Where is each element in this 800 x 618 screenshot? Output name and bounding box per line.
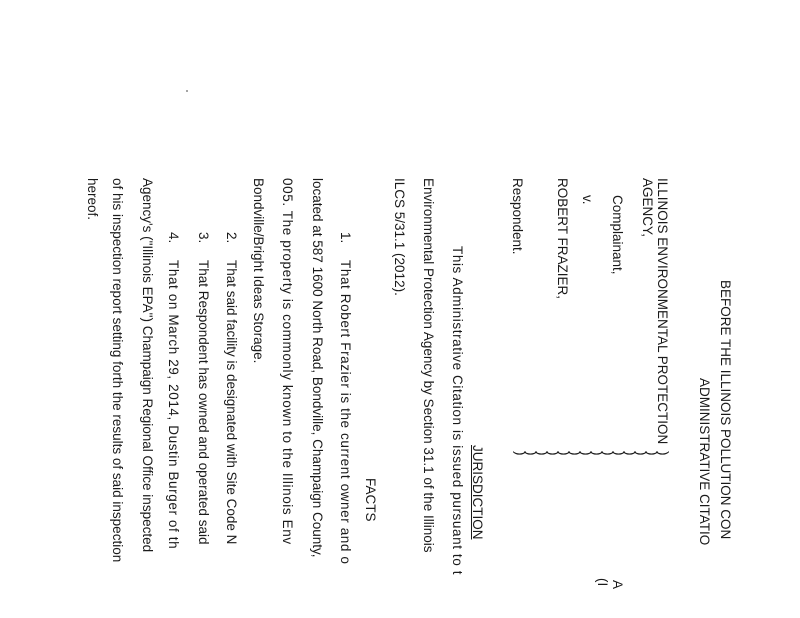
fact-2-line-1: That said facility is designated with Site Code N [224, 260, 239, 545]
versus: v. [580, 195, 595, 205]
scan-speck [186, 90, 188, 92]
fact-3-line-1: That Respondent has owned and operated said [196, 260, 211, 545]
caption-paren: ) [623, 451, 638, 456]
complainant-name-line-2: AGENCY, [640, 178, 655, 238]
caption-side-marker-2: (I [595, 578, 610, 587]
respondent-role: Respondent. [510, 178, 525, 255]
caption-paren: ) [656, 451, 671, 456]
fact-1-line-1: That Robert Frazier is the current owner and o [338, 260, 353, 565]
caption-paren: ) [513, 451, 528, 456]
fact-1-line-4: Bondville/Bright Ideas Storage. [251, 178, 266, 364]
citation-title: ADMINISTRATIVE CITATIO [697, 378, 712, 546]
caption-paren: ) [590, 451, 605, 456]
jurisdiction-line-3: ILCS 5/31.1 (2012). [392, 178, 407, 296]
complainant-role: Complainant, [610, 195, 625, 275]
caption-paren: ) [524, 451, 539, 456]
fact-4-line-3: of his inspection report setting forth the results of said inspection [110, 178, 125, 563]
caption-paren: ) [645, 451, 660, 456]
caption-paren: ) [601, 451, 616, 456]
caption-paren: ) [634, 451, 649, 456]
respondent-name: ROBERT FRAZIER, [555, 178, 570, 300]
caption-paren: ) [612, 451, 627, 456]
caption-paren: ) [546, 451, 561, 456]
jurisdiction-heading: JURISDICTION [470, 445, 485, 540]
fact-4-line-2: Agency's ("Illinois EPA") Champaign Regional Office inspected [140, 178, 155, 553]
caption-paren: ) [568, 451, 583, 456]
facts-heading: FACTS [363, 478, 378, 522]
fact-4-line-4: hereof. [85, 178, 100, 221]
caption-paren: ) [579, 451, 594, 456]
fact-2-number: 2. [224, 232, 239, 244]
jurisdiction-line-2: Environmental Protection Agency by Section 31.1 of the Illinois [421, 178, 436, 553]
fact-1-line-2: located at 587 1600 North Road, Bondville, Champaign County, [310, 178, 325, 558]
fact-4-line-1: That on March 29, 2014, Dustin Burger of th [166, 260, 181, 550]
fact-1-number: 1. [338, 232, 353, 244]
complainant-name-line-1: ILLINOIS ENVIRONMENTAL PROTECTION [655, 178, 670, 445]
caption-paren: ) [535, 451, 550, 456]
fact-1-line-3: 005. The property is commonly known to the Illinois Env [280, 178, 295, 545]
caption-side-marker-1: A [610, 580, 625, 590]
fact-4-number: 4. [166, 232, 181, 244]
board-title: BEFORE THE ILLINOIS POLLUTION CON [718, 280, 733, 540]
caption-paren: ) [557, 451, 572, 456]
fact-3-number: 3. [196, 232, 211, 244]
jurisdiction-line-1: This Administrative Citation is issued pursuant to t [450, 246, 465, 576]
